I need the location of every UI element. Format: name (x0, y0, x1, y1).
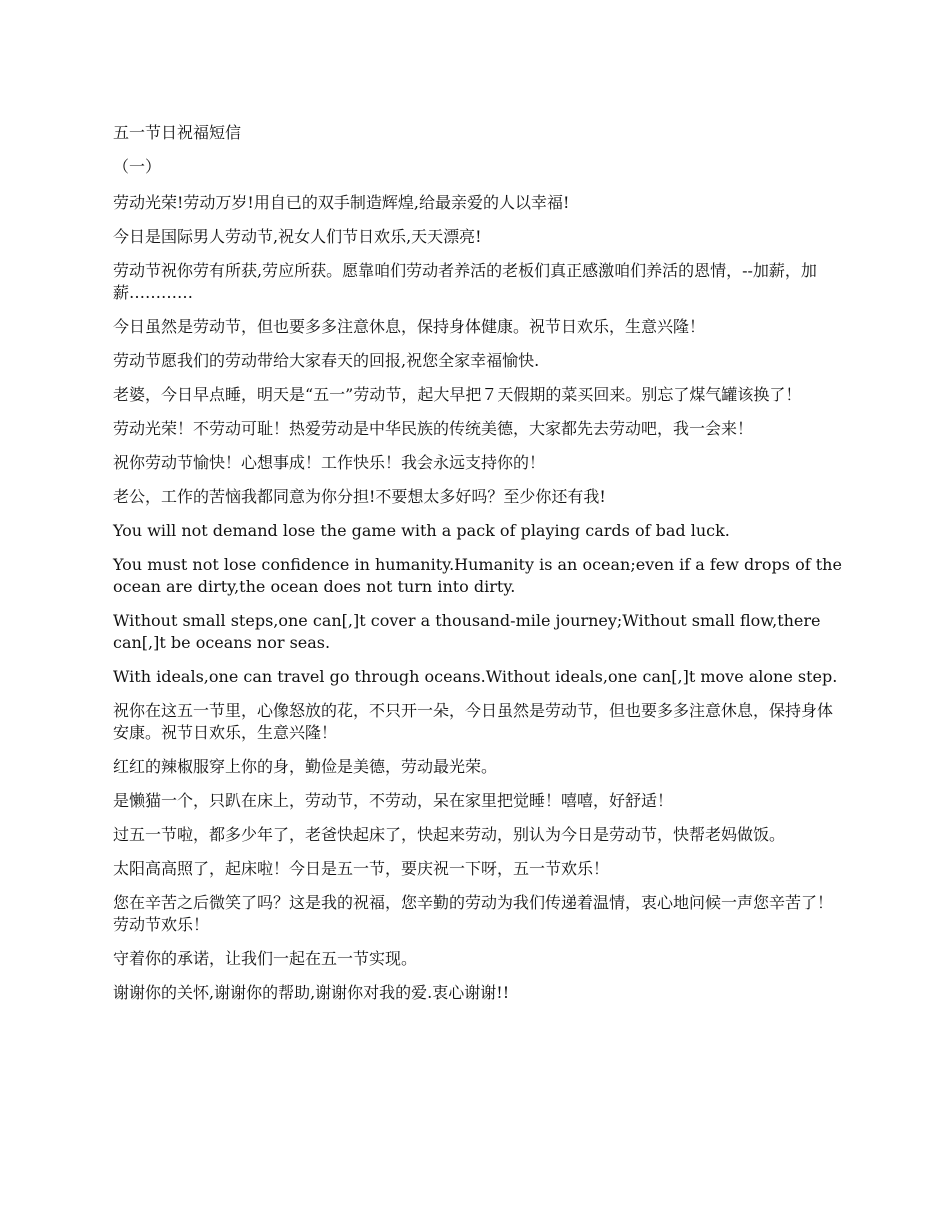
document-body (113, 122, 843, 1016)
document-title: 五一节日祝福短信 (113, 123, 242, 142)
paragraph-7: 劳动光荣！不劳动可耻！热爱劳动是中华民族的传统美德，大家都先去劳动吧，我一会来！ (113, 419, 754, 438)
paragraph-3: 劳动节祝你劳有所获,劳应所获。愿靠咱们劳动者养活的老板们真正感激咱们养活的恩情，--加薪，加薪………… (113, 261, 817, 302)
paragraph-15: 红红的辣椒服穿上你的身，勤俭是美德，劳动最光荣。 (113, 757, 498, 776)
section-label: （一） (113, 157, 162, 176)
paragraph-11: You must not lose confidence in humanity.Humanity is an ocean;even if a few drops of the ocean are dirty,the ocean does not turn into dirty. (113, 555, 842, 596)
paragraph-5: 劳动节愿我们的劳动带给大家春天的回报,祝您全家幸福愉快. (113, 351, 540, 370)
paragraph-1: 劳动光荣!劳动万岁!用自已的双手制造辉煌,给最亲爱的人以幸福! (113, 193, 570, 212)
paragraph-21: 谢谢你的关怀,谢谢你的帮助,谢谢你对我的爱.衷心谢谢!! (113, 983, 510, 1002)
paragraph-12: Without small steps,one can[,]t cover a thousand-mile journey;Without small flow,there can[,]t be oceans nor seas. (113, 611, 821, 652)
paragraph-10: You will not demand lose the game with a pack of playing cards of bad luck. (113, 521, 730, 540)
paragraph-18: 太阳高高照了，起床啦！今日是五一节，要庆祝一下呀，五一节欢乐！ (113, 859, 610, 878)
paragraph-16: 是懒猫一个，只趴在床上，劳动节，不劳动，呆在家里把觉睡！嘻嘻，好舒适！ (113, 791, 674, 810)
paragraph-8: 祝你劳动节愉快！心想事成！工作快乐！我会永远支持你的！ (113, 453, 546, 472)
paragraph-4: 今日虽然是劳动节，但也要多多注意休息，保持身体健康。祝节日欢乐，生意兴隆！ (113, 317, 706, 336)
paragraph-20: 守着你的承诺，让我们一起在五一节实现。 (113, 949, 418, 968)
paragraph-19: 您在辛苦之后微笑了吗？这是我的祝福，您辛勤的劳动为我们传递着温情，衷心地问候一声您辛苦了！劳动节欢乐！ (113, 893, 834, 934)
paragraph-6: 老婆，今日早点睡，明天是“五一”劳动节，起大早把７天假期的菜买回来。别忘了煤气罐该换了！ (113, 385, 802, 404)
paragraph-17: 过五一节啦，都多少年了，老爸快起床了，快起来劳动，别认为今日是劳动节，快帮老妈做饭。 (113, 825, 786, 844)
paragraph-2: 今日是国际男人劳动节,祝女人们节日欢乐,天天漂亮! (113, 227, 482, 246)
paragraph-13: With ideals,one can travel go through oceans.Without ideals,one can[,]t move alone step. (113, 667, 838, 686)
paragraph-9: 老公，工作的苦恼我都同意为你分担!不要想太多好吗？至少你还有我! (113, 487, 606, 506)
paragraph-14: 祝你在这五一节里，心像怒放的花，不只开一朵，今日虽然是劳动节，但也要多多注意休息，保持身体安康。祝节日欢乐，生意兴隆！ (113, 701, 834, 742)
